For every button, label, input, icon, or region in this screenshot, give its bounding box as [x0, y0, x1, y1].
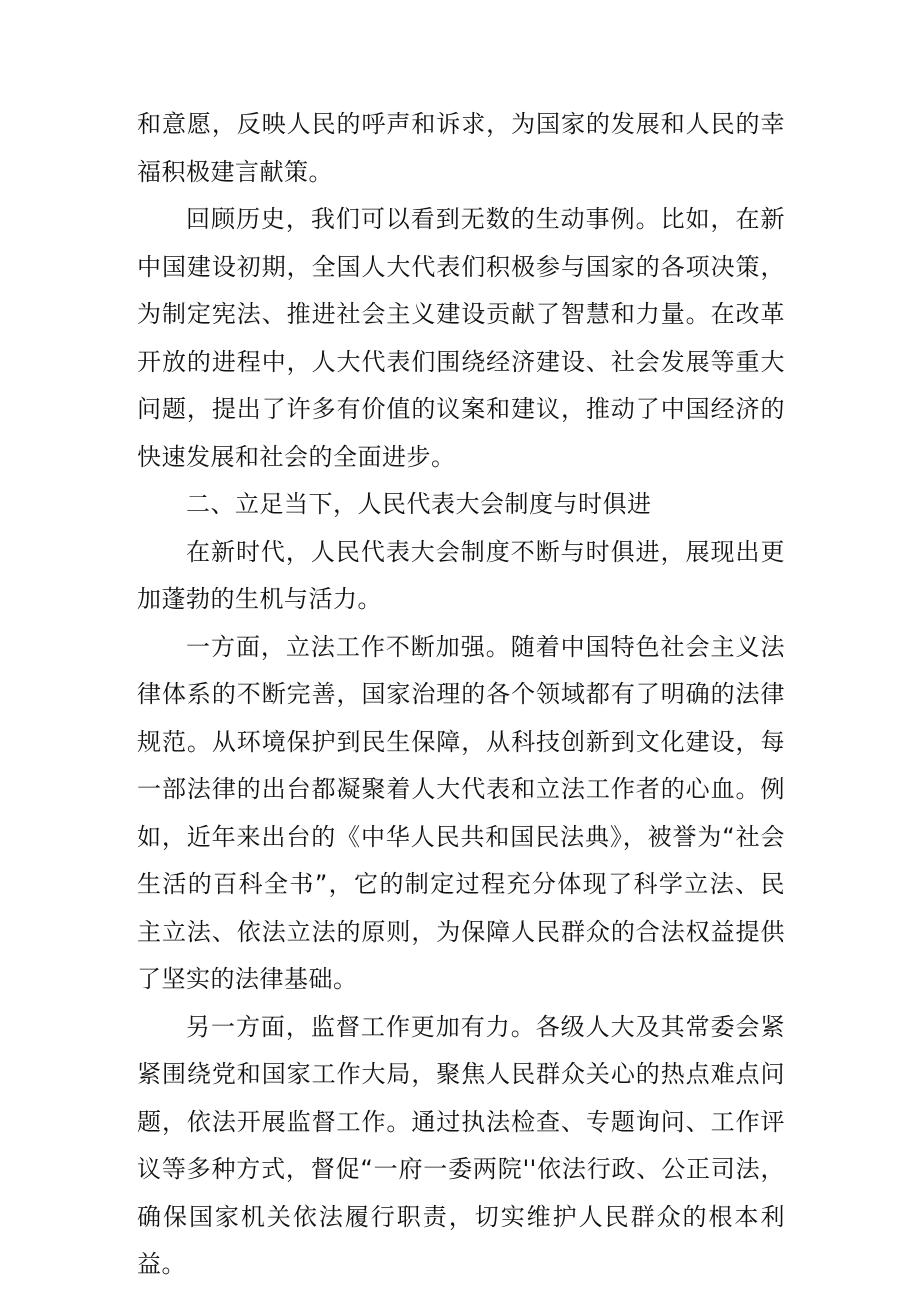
paragraph-new-era: 在新时代，人民代表大会制度不断与时俱进，展现出更加蓬勃的生机与活力。: [137, 537, 785, 613]
section-heading: 二、立足当下，人民代表大会制度与时俱进: [186, 490, 652, 518]
paragraph-legislation: 一方面，立法工作不断加强。随着中国特色社会主义法律体系的不断完善，国家治理的各个领域都有了明确的法律规范。从环境保护到民生保障，从科技创新到文化建设，每一部法律的出台都凝聚着人大代表和立法工作者的心血。例如，近年来出台的《中华人民共和国民法典》，被誉为“社会生活的百科全书”，它的制定过程充分体现了科学立法、民主立法、依法立法的原则，为保障人民群众的合法权益提供了坚实的法律基础。: [137, 632, 785, 993]
paragraph-continuation: 和意愿，反映人民的呼声和诉求，为国家的发展和人民的幸福积极建言献策。: [137, 110, 785, 186]
paragraph-supervision: 另一方面，监督工作更加有力。各级人大及其常委会紧紧围绕党和国家工作大局，聚焦人民群众关心的热点难点问题，依法开展监督工作。通过执法检查、专题询问、工作评议等多种方式，督促“一府一委两院''依法行政、公正司法，确保国家机关依法履行职责，切实维护人民群众的根本利益。: [137, 1012, 785, 1278]
paragraph-history-examples: 回顾历史，我们可以看到无数的生动事例。比如，在新中国建设初期，全国人大代表们积极参与国家的各项决策，为制定宪法、推进社会主义建设贡献了智慧和力量。在改革开放的进程中，人大代表们围绕经济建设、社会发展等重大问题，提出了许多有价值的议案和建议，推动了中国经济的快速发展和社会的全面进步。: [137, 205, 785, 471]
document-body: [137, 101, 785, 1289]
